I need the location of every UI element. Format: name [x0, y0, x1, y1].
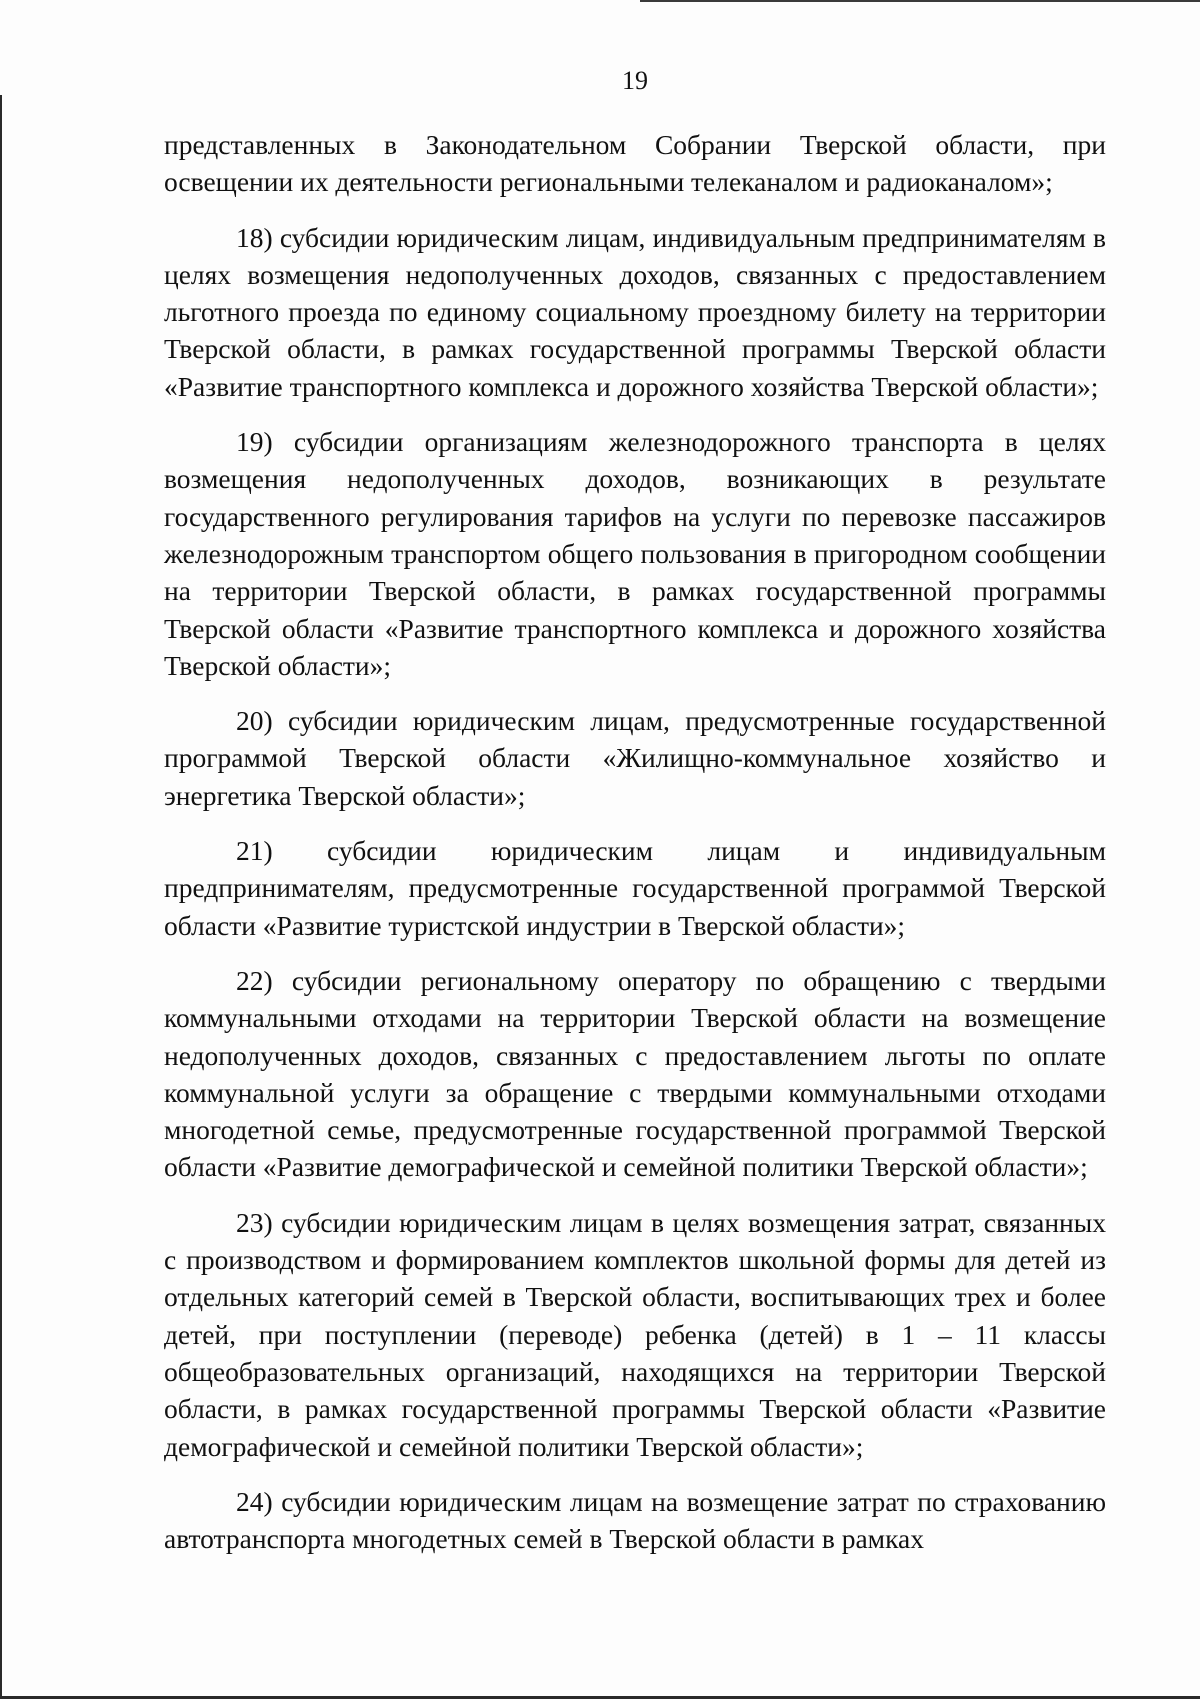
paragraph-text: субсидии юридическим лицам на возмещение затрат по страхованию автотранспорта многодетных семей в Тверской области в рамках: [164, 1485, 1107, 1555]
paragraph-item-18: [164, 219, 1106, 405]
paragraph-text: субсидии юридическим лицам в целях возмещения затрат, связанных с производством и формированием комплектов школьной формы для детей из отдельных категорий семей в Тверской области, воспитывающих трех и более детей, при поступлении (переводе) ребенка (детей) в 1 – 11 классы общеобразовательных организаций, находящихся на территории Тверской области, в рамках государственной программы Тверской области «Развитие демографической и семейной политики Тверской области»;: [164, 1206, 1106, 1462]
scan-edge-top: [640, 0, 1200, 2]
paragraph-item-21: [164, 832, 1106, 944]
paragraph-number: 23): [236, 1206, 273, 1238]
scan-edge-left: [0, 95, 2, 1699]
paragraph-item-23: [164, 1204, 1106, 1465]
paragraph-item-22: [164, 962, 1106, 1186]
paragraph-number: 20): [236, 705, 273, 737]
paragraph-number: 21): [236, 835, 273, 867]
paragraph-number: 19): [236, 426, 273, 458]
paragraph-number: 22): [236, 964, 273, 996]
paragraph-item-19: [164, 423, 1106, 684]
paragraph-text: субсидии юридическим лицам и индивидуальным предпринимателям, предусмотренные государственной программой Тверской области «Развитие туристской индустрии в Тверской области»;: [164, 835, 1106, 941]
paragraph-text: субсидии организациям железнодорожного транспорта в целях возмещения недополученных доходов, возникающих в результате государственного регулирования тарифов на услуги по перевозке пассажиров железнодорожным транспортом общего пользования в пригородном сообщении на территории Тверской области, в рамках государственной программы Тверской области «Развитие транспортного комплекса и дорожного хозяйства Тверской области»;: [164, 426, 1107, 681]
paragraph-item-24: [164, 1483, 1106, 1558]
page-number: 19: [622, 66, 648, 95]
paragraph-number: 18): [236, 221, 273, 253]
paragraph-continuation: [164, 126, 1106, 201]
paragraph-item-20: [164, 702, 1106, 814]
document-body: [164, 126, 1106, 1575]
paragraph-number: 24): [236, 1485, 273, 1517]
paragraph-text: субсидии юридическим лицам, индивидуальным предпринимателям в целях возмещения недополученных доходов, связанных с предоставлением льготного проезда по единому социальному проездному билету на территории Тверской области, в рамках государственной программы Тверской области «Развитие транспортного комплекса и дорожного хозяйства Тверской области»;: [164, 221, 1106, 402]
paragraph-text: субсидии юридическим лицам, предусмотренные государственной программой Тверской области «Жилищно-коммунальное хозяйство и энергетика Тверской области»;: [164, 705, 1106, 811]
paragraph-text: субсидии региональному оператору по обращению с твердыми коммунальными отходами на территории Тверской области на возмещение недополученных доходов, связанных с предоставлением льготы по оплате коммунальной услуги за обращение с твердыми коммунальными отходами многодетной семье, предусмотренные государственной программой Тверской области «Развитие демографической и семейной политики Тверской области»;: [164, 964, 1106, 1183]
paragraph-text: представленных в Законодательном Собрании Тверской области, при освещении их деятельности региональными телеканалом и радиоканалом»;: [164, 129, 1106, 198]
